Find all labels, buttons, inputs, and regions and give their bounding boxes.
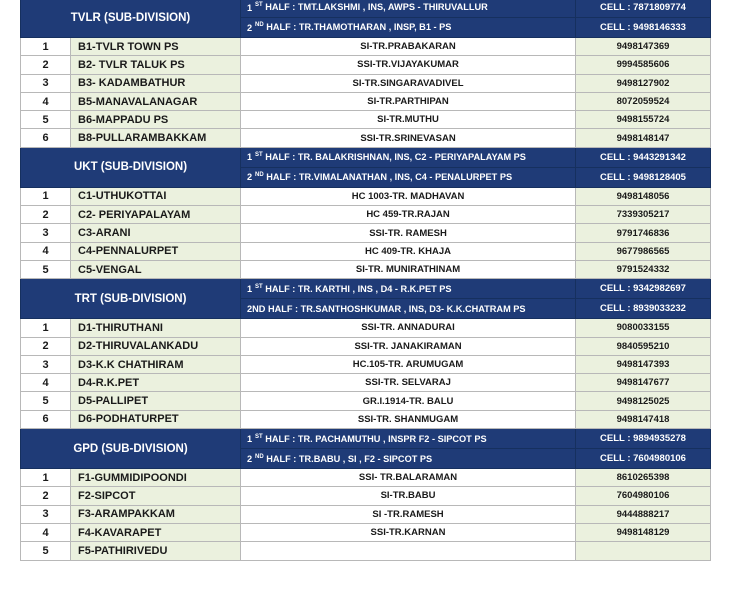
police-station: D3-K.K CHATHIRAM — [71, 355, 241, 373]
subdivision-title: TVLR (SUB-DIVISION) — [21, 0, 241, 38]
half-number: 1 — [247, 2, 253, 13]
officer-cell-number: CELL : 9894935278 — [576, 429, 711, 449]
half-ordinal-suffix: ST — [255, 283, 263, 290]
police-station: D5-PALLIPET — [71, 392, 241, 410]
serial-number: 6 — [21, 129, 71, 147]
duty-officer: SSI-TR. JANAKIRAMAN — [241, 337, 576, 355]
table-row — [21, 410, 711, 428]
phone-number — [576, 542, 711, 560]
table-row — [21, 542, 711, 560]
phone-number: 9498147369 — [576, 38, 711, 56]
table-row — [21, 187, 711, 205]
duty-officer: SSI-TR. SHANMUGAM — [241, 410, 576, 428]
table-row — [21, 392, 711, 410]
police-station: C5-VENGAL — [71, 260, 241, 278]
duty-officer: HC 459-TR.RAJAN — [241, 206, 576, 224]
serial-number: 5 — [21, 111, 71, 129]
serial-number: 3 — [21, 224, 71, 242]
half-number: 2 — [247, 22, 253, 33]
serial-number: 5 — [21, 542, 71, 560]
phone-number: 7339305217 — [576, 206, 711, 224]
half-duty-text: HALF : TMT.LAKSHMI , INS, AWPS - THIRUVALLUR — [262, 2, 488, 13]
half-duty-text: HALF : TR.VIMALANATHAN , INS, C4 - PENALURPET PS — [263, 172, 513, 183]
table-row — [21, 260, 711, 278]
police-station: F4-KAVARAPET — [71, 523, 241, 541]
serial-number: 4 — [21, 523, 71, 541]
police-station: B8-PULLARAMBAKKAM — [71, 129, 241, 147]
serial-number: 5 — [21, 260, 71, 278]
table-row — [21, 38, 711, 56]
half-number: 1 — [247, 433, 253, 444]
duty-officer: SSI- TR.BALARAMAN — [241, 469, 576, 487]
police-station: D1-THIRUTHANI — [71, 319, 241, 337]
officer-cell-number: CELL : 9342982697 — [576, 279, 711, 299]
officer-cell-number: CELL : 7871809774 — [576, 0, 711, 18]
duty-officer: SSI-TR. RAMESH — [241, 224, 576, 242]
duty-officer: SSI-TR.VIJAYAKUMAR — [241, 56, 576, 74]
phone-number: 9791524332 — [576, 260, 711, 278]
officer-cell-number: CELL : 9498128405 — [576, 167, 711, 187]
serial-number: 1 — [21, 319, 71, 337]
phone-number: 8072059524 — [576, 92, 711, 110]
officer-half-duty — [241, 449, 576, 469]
serial-number: 6 — [21, 410, 71, 428]
table-row — [21, 92, 711, 110]
phone-number: 9498155724 — [576, 111, 711, 129]
table-row — [21, 74, 711, 92]
police-station: D6-PODHATURPET — [71, 410, 241, 428]
half-duty-text: HALF : TR. KARTHI , INS , D4 - R.K.PET PS — [262, 283, 452, 294]
police-station: F3-ARAMPAKKAM — [71, 505, 241, 523]
table-row — [21, 355, 711, 373]
subdivision-title: TRT (SUB-DIVISION) — [21, 279, 241, 319]
half-number: 2 — [247, 172, 253, 183]
table-row — [21, 111, 711, 129]
police-station: C4-PENNALURPET — [71, 242, 241, 260]
phone-number: 9498147393 — [576, 355, 711, 373]
duty-officer: SI-TR.PARTHIPAN — [241, 92, 576, 110]
serial-number: 2 — [21, 206, 71, 224]
officer-cell-number: CELL : 8939033232 — [576, 299, 711, 319]
officer-half-duty — [241, 167, 576, 187]
duty-officer — [241, 542, 576, 560]
police-station: F1-GUMMIDIPOONDI — [71, 469, 241, 487]
officer-half-duty — [241, 147, 576, 167]
serial-number: 1 — [21, 469, 71, 487]
police-station: B1-TVLR TOWN PS — [71, 38, 241, 56]
phone-number: 9840595210 — [576, 337, 711, 355]
half-ordinal-suffix: ST — [255, 152, 263, 159]
serial-number: 5 — [21, 392, 71, 410]
phone-number: 9498148056 — [576, 187, 711, 205]
duty-officer: SI-TR.MUTHU — [241, 111, 576, 129]
table-row — [21, 224, 711, 242]
phone-number: 9498147418 — [576, 410, 711, 428]
table-row — [21, 337, 711, 355]
phone-number: 9444888217 — [576, 505, 711, 523]
serial-number: 2 — [21, 487, 71, 505]
phone-number: 8610265398 — [576, 469, 711, 487]
officer-half-duty — [241, 299, 576, 319]
phone-number: 9677986565 — [576, 242, 711, 260]
duty-officer: SI-TR.BABU — [241, 487, 576, 505]
table-row — [21, 319, 711, 337]
police-station: F2-SIPCOT — [71, 487, 241, 505]
phone-number: 9498148147 — [576, 129, 711, 147]
duty-officer: SI -TR.RAMESH — [241, 505, 576, 523]
table-row — [21, 242, 711, 260]
police-station: C2- PERIYAPALAYAM — [71, 206, 241, 224]
half-duty-text: HALF : TR. BALAKRISHNAN, INS, C2 - PERIYAPALAYAM PS — [262, 152, 526, 163]
duty-officer: SSI-TR. ANNADURAI — [241, 319, 576, 337]
table-row — [21, 487, 711, 505]
table-row — [21, 129, 711, 147]
serial-number: 4 — [21, 92, 71, 110]
police-station: C1-UTHUKOTTAI — [71, 187, 241, 205]
officer-half-duty — [241, 279, 576, 299]
half-duty-text: HALF : TR.BABU , SI , F2 - SIPCOT PS — [263, 453, 433, 464]
table-row — [21, 523, 711, 541]
phone-number: 9080033155 — [576, 319, 711, 337]
table-row — [21, 505, 711, 523]
officer-half-duty — [241, 429, 576, 449]
half-ordinal-suffix: ND — [255, 453, 264, 460]
phone-number: 9994585606 — [576, 56, 711, 74]
serial-number: 3 — [21, 505, 71, 523]
serial-number: 2 — [21, 56, 71, 74]
half-duty-text: HALF : TR. PACHAMUTHU , INSPR F2 - SIPCOT PS — [262, 433, 487, 444]
phone-number: 9791746836 — [576, 224, 711, 242]
subdivision-title: UKT (SUB-DIVISION) — [21, 147, 241, 187]
subdivision-header-row — [21, 429, 711, 449]
duty-officer: SSI-TR.SRINEVASAN — [241, 129, 576, 147]
serial-number: 4 — [21, 242, 71, 260]
duty-officer: SI-TR. MUNIRATHINAM — [241, 260, 576, 278]
subdivision-title: GPD (SUB-DIVISION) — [21, 429, 241, 469]
police-station: B6-MAPPADU PS — [71, 111, 241, 129]
police-station: C3-ARANI — [71, 224, 241, 242]
serial-number: 1 — [21, 38, 71, 56]
police-station: D4-R.K.PET — [71, 374, 241, 392]
officer-cell-number: CELL : 9443291342 — [576, 147, 711, 167]
phone-number: 9498147677 — [576, 374, 711, 392]
serial-number: 3 — [21, 355, 71, 373]
police-station: B3- KADAMBATHUR — [71, 74, 241, 92]
phone-number: 9498125025 — [576, 392, 711, 410]
half-number: 2 — [247, 453, 253, 464]
duty-officer: HC 409-TR. KHAJA — [241, 242, 576, 260]
half-ordinal-suffix: ST — [255, 433, 263, 440]
table-row — [21, 56, 711, 74]
officer-cell-number: CELL : 7604980106 — [576, 449, 711, 469]
duty-officer: SSI-TR. SELVARAJ — [241, 374, 576, 392]
subdivision-header-row — [21, 147, 711, 167]
half-ordinal-suffix: ND — [255, 172, 264, 179]
officer-half-duty — [241, 0, 576, 18]
subdivision-header-row — [21, 0, 711, 18]
table-row — [21, 374, 711, 392]
table-row — [21, 469, 711, 487]
serial-number: 1 — [21, 187, 71, 205]
half-number: 1 — [247, 152, 253, 163]
subdivision-header-row — [21, 279, 711, 299]
police-station: B2- TVLR TALUK PS — [71, 56, 241, 74]
half-number: 1 — [247, 283, 253, 294]
serial-number: 3 — [21, 74, 71, 92]
phone-number: 9498127902 — [576, 74, 711, 92]
police-station: B5-MANAVALANAGAR — [71, 92, 241, 110]
half-ordinal-suffix: ND — [255, 22, 264, 29]
duty-officer: SI-TR.SINGARAVADIVEL — [241, 74, 576, 92]
duty-officer: HC.105-TR. ARUMUGAM — [241, 355, 576, 373]
half-duty-text: 2ND HALF : TR.SANTHOSHKUMAR , INS, D3- K.K.CHATRAM PS — [247, 303, 526, 314]
half-ordinal-suffix: ST — [255, 2, 263, 9]
table-row — [21, 206, 711, 224]
duty-officer: SSI-TR.KARNAN — [241, 523, 576, 541]
serial-number: 4 — [21, 374, 71, 392]
police-station: F5-PATHIRIVEDU — [71, 542, 241, 560]
phone-number: 9498148129 — [576, 523, 711, 541]
officer-cell-number: CELL : 9498146333 — [576, 18, 711, 38]
duty-officer: HC 1003-TR. MADHAVAN — [241, 187, 576, 205]
serial-number: 2 — [21, 337, 71, 355]
duty-roster-table — [20, 0, 711, 561]
half-duty-text: HALF : TR.THAMOTHARAN , INSP, B1 - PS — [263, 22, 452, 33]
police-station: D2-THIRUVALANKADU — [71, 337, 241, 355]
officer-half-duty — [241, 18, 576, 38]
phone-number: 7604980106 — [576, 487, 711, 505]
duty-officer: GR.I.1914-TR. BALU — [241, 392, 576, 410]
duty-officer: SI-TR.PRABAKARAN — [241, 38, 576, 56]
